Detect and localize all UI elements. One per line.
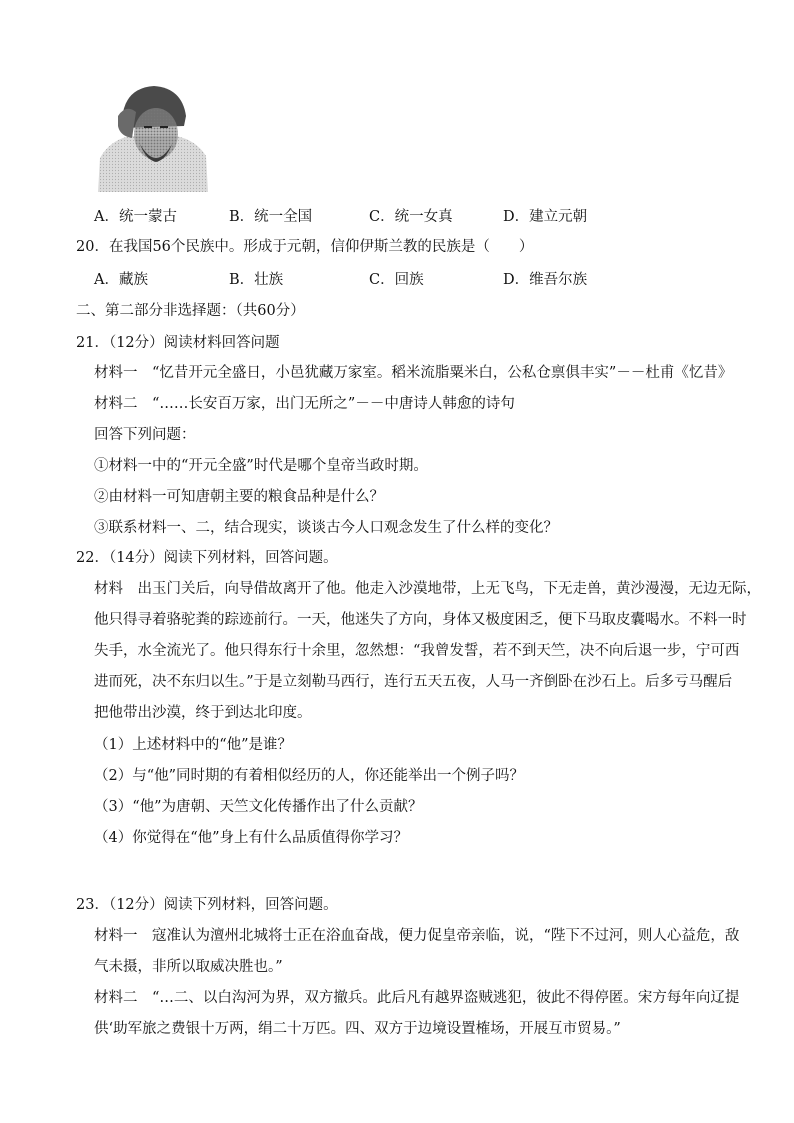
q23-material-2-line-1: 材料二 “…二、以白沟河为界，双方撤兵。此后凡有越界盗贼逃犯，彼此不得停匿。宋方每年向辽提 [94,990,740,1006]
q22-subquestion-2: （2）与“他”同时期的有着相似经历的人，你还能举出一个例子吗？ [94,768,525,784]
q22-material-line-2: 他只得寻着骆驼粪的踪迹前行。一天，他迷失了方向，身体又极度困乏，便下马取皮囊喝水。不料一时 [94,612,747,628]
q22-stem: 22．（14分）阅读下列材料，回答问题。 [76,550,338,566]
q19-option-a: A．统一蒙古 [94,209,177,225]
q20-option-a: A．藏族 [94,272,148,288]
q23-material-1-line-2: 气未摄，非所以取威决胜也。” [94,959,283,975]
q23-material-2-line-2: 供‘助军旅之费银十万两，绢二十万匹。四、双方于边境设置榷场，开展互市贸易。” [94,1021,621,1037]
q22-material-line-3: 失手，水全流光了。他只得东行十余里，忽然想：“我曾发誓，若不到天竺，决不向后退一步，宁可西 [94,643,740,659]
q19-option-b: B．统一全国 [229,209,313,225]
q21-stem: 21．（12分）阅读材料回答问题 [76,335,280,351]
q22-material-line-5: 把他带出沙漠，终于到达北印度。 [94,705,312,721]
q23-stem: 23．（12分）阅读下列材料，回答问题。 [76,897,338,913]
q22-subquestion-3: （3）“他”为唐朝、天竺文化传播作出了什么贡献？ [94,799,423,815]
q20-stem: 20．在我国56个民族中。形成于元朝，信仰伊斯兰教的民族是（ ） [76,239,534,255]
q22-material-line-1: 材料 出玉门关后，向导借故离开了他。他走入沙漠地带，上无飞鸟，下无走兽，黄沙漫漫，无边无际， [94,581,761,597]
q19-option-d: D．建立元朝 [503,209,588,225]
q20-option-d: D．维吾尔族 [503,272,588,288]
q19-option-c: C．统一女真 [369,209,453,225]
q21-material-2: 材料二 “……长安百万家，出门无所之”－－中唐诗人韩愈的诗句 [94,396,515,412]
part2-heading: 二、第二部分非选择题：（共60分） [76,303,305,319]
q21-material-1: 材料一 “忆昔开元全盛日，小邑犹藏万家室。稻米流脂粟米白，公私仓禀俱丰实”－－杜甫《忆昔》 [94,365,733,381]
q22-subquestion-1: （1）上述材料中的“他”是谁？ [94,737,293,753]
q20-option-c: C．回族 [369,272,424,288]
q22-subquestion-4: （4）你觉得在“他”身上有什么品质值得你学习？ [94,830,409,846]
q21-subquestion-1: ①材料一中的“开元全盛”时代是哪个皇帝当政时期。 [94,458,428,474]
q21-subquestion-3: ③联系材料一、二，结合现实，谈谈古今人口观念发生了什么样的变化？ [94,520,558,536]
q22-material-line-4: 进而死，决不东归以生。”于是立刻勒马西行，连行五天五夜，人马一齐倒卧在沙石上。后多亏马醒后 [94,674,733,690]
q23-material-1-line-1: 材料一 寇准认为澶州北城将士正在浴血奋战，便力促皇帝亲临，说，“陛下不过河，则人心益危，敌 [94,928,740,944]
q20-option-b: B．壮族 [229,272,284,288]
q21-subquestion-2: ②由材料一可知唐朝主要的粮食品种是什么？ [94,489,384,505]
q21-prompt: 回答下列问题： [94,427,196,443]
genghis-khan-portrait [96,82,210,192]
